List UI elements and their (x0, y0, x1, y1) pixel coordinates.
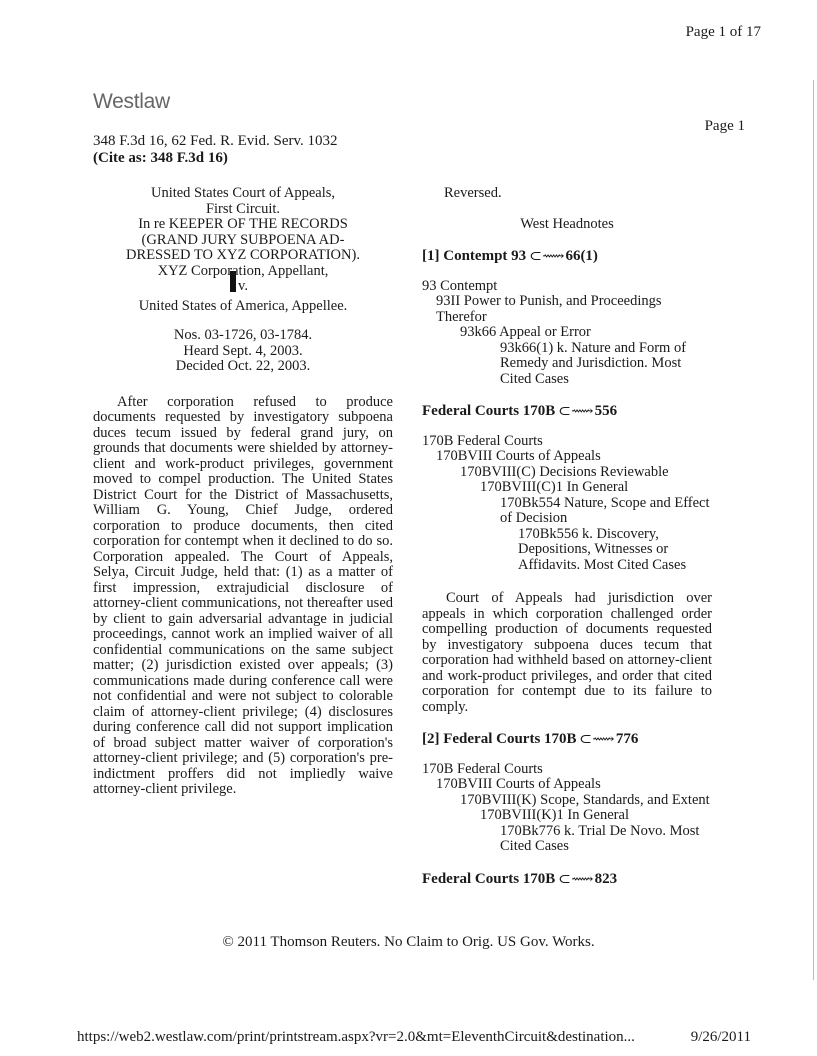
headnote-outline (422, 279, 712, 388)
decided-date: Decided Oct. 22, 2003. (175, 358, 311, 374)
scan-edge-rule (813, 80, 814, 980)
headnote-topic: Federal Courts 170B (422, 870, 556, 887)
headnotes-title: West Headnotes (520, 215, 614, 232)
court-name: United States Court of Appeals, (150, 185, 336, 201)
citation-block (93, 133, 338, 167)
outline-line: 170B Federal Courts (422, 432, 543, 449)
key-number: 66(1) (565, 248, 598, 264)
outline-line: 170B Federal Courts (422, 760, 543, 777)
outline-line: 170BVIII(K) Scope, Standards, and Extent (460, 791, 710, 808)
disposition: Reversed. (444, 185, 502, 201)
key-number-icon: ⊂⟿ (558, 403, 594, 418)
synopsis-paragraph: After corporation refused to produce documents requested by investigatory subpoena duces tecum issued by federal grand jury, on grounds that documents were shielded by attorney-client and work-product privileges, government moved to compel production. The United States District Court for the District of Massachusetts, William G. Young, Chief Judge, ordered corporation to produce documents, then cited corporation for contempt when it declined to do so. Corporation appealed. The Court of Appeals, Selya, Circuit Judge, held that: (1) as a matter of first impression, extrajudicial disclosure of attorney-client communications, not thereafter used by client to gain adversarial advantage in judicial proceedings, cannot work an implied waiver of all confidential communications on the same subject matter; (2) jurisdiction existed over appeals; (3) communications made during conference call were not confidential and were not subject to colorable claim of attorney-client privilege; (4) disclosures during conference call did not support implication of broad subject matter waiver of corporation's attorney-client privilege; and (5) corporation's pre-indictment proffers did not impliedly waive attorney-client privilege. (93, 393, 393, 797)
westlaw-logo: Westlaw (93, 90, 170, 113)
outline-line: 93k66(1) k. Nature and Form of Remedy and Jurisdiction. Most Cited Cases (500, 339, 687, 387)
outline-line: 93 Contempt (422, 277, 498, 294)
headnote-topic: [2] Federal Courts 170B (422, 731, 577, 747)
headnote-summary: Court of Appeals had jurisdiction over appeals in which corporation challenged order compelling production of documents requested by investigatory subpoena duces tecum that corporation had withheld based on attorney-client and work-product privileges, and order that cited corporation for contempt due to its failure to comply. (422, 590, 712, 715)
right-column (422, 186, 712, 901)
outline-line: 170BVIII(K)1 In General (480, 807, 629, 823)
headnote-heading (422, 871, 712, 888)
page-count: Page 1 of 17 (685, 24, 761, 40)
headnote-topic: [1] Contempt 93 (422, 248, 527, 264)
outline-line: 170Bk554 Nature, Scope and Effect of Decision (500, 494, 710, 526)
print-date: 9/26/2011 (690, 1029, 751, 1045)
headnote-heading (422, 248, 712, 265)
headnote-heading (422, 403, 712, 420)
versus-line: v. (238, 278, 248, 294)
key-number: 776 (615, 731, 639, 747)
key-number-icon: ⊂⟿ (558, 870, 594, 886)
heard-date: Heard Sept. 4, 2003. (183, 342, 303, 359)
outline-line: 170BVIII Courts of Appeals (436, 776, 601, 792)
key-number: 556 (594, 403, 618, 419)
outline-line: 170BVIII(C) Decisions Reviewable (460, 463, 669, 480)
outline-line: 170BVIII(C)1 In General (480, 479, 629, 495)
page-label: Page 1 (704, 118, 745, 134)
docket-numbers: Nos. 03-1726, 03-1784. (173, 327, 313, 343)
citation-line: 348 F.3d 16, 62 Fed. R. Evid. Serv. 1032 (93, 133, 338, 149)
outline-line: 170Bk776 k. Trial De Novo. Most Cited Cases (500, 822, 700, 854)
outline-line: 170Bk556 k. Discovery, Depositions, Witnesses or Affidavits. Most Cited Cases (518, 525, 687, 573)
outline-line: 93II Power to Punish, and Proceedings Therefor (436, 293, 662, 325)
headnote-outline (422, 762, 712, 855)
headnote-topic: Federal Courts 170B (422, 403, 556, 419)
appellee-line: United States of America, Appellee. (138, 297, 348, 314)
print-url: https://web2.westlaw.com/print/printstream.aspx?vr=2.0&mt=EleventhCircuit&destination... (77, 1029, 635, 1045)
headnote-outline (422, 434, 712, 574)
case-title-line: DRESSED TO XYZ CORPORATION). (126, 247, 360, 263)
cite-as: (Cite as: 348 F.3d 16) (93, 150, 228, 166)
outline-line: 93k66 Appeal or Error (460, 324, 591, 340)
case-title-line: In re KEEPER OF THE RECORDS (138, 216, 348, 232)
case-title-line: (GRAND JURY SUBPOENA AD- (141, 231, 345, 248)
left-column (93, 186, 393, 812)
key-number-icon: ⊂⟿ (579, 731, 615, 746)
key-number-icon: ⊂⟿ (528, 248, 565, 263)
key-number: 823 (594, 870, 618, 887)
circuit-name: First Circuit. (205, 200, 281, 217)
copyright-notice: © 2011 Thomson Reuters. No Claim to Orig. US Gov. Works. (222, 934, 595, 950)
case-caption (93, 186, 393, 375)
outline-line: 170BVIII Courts of Appeals (436, 448, 601, 464)
appellant-line: XYZ Corporation, Appellant, (157, 262, 329, 279)
headnote-heading (422, 731, 712, 748)
